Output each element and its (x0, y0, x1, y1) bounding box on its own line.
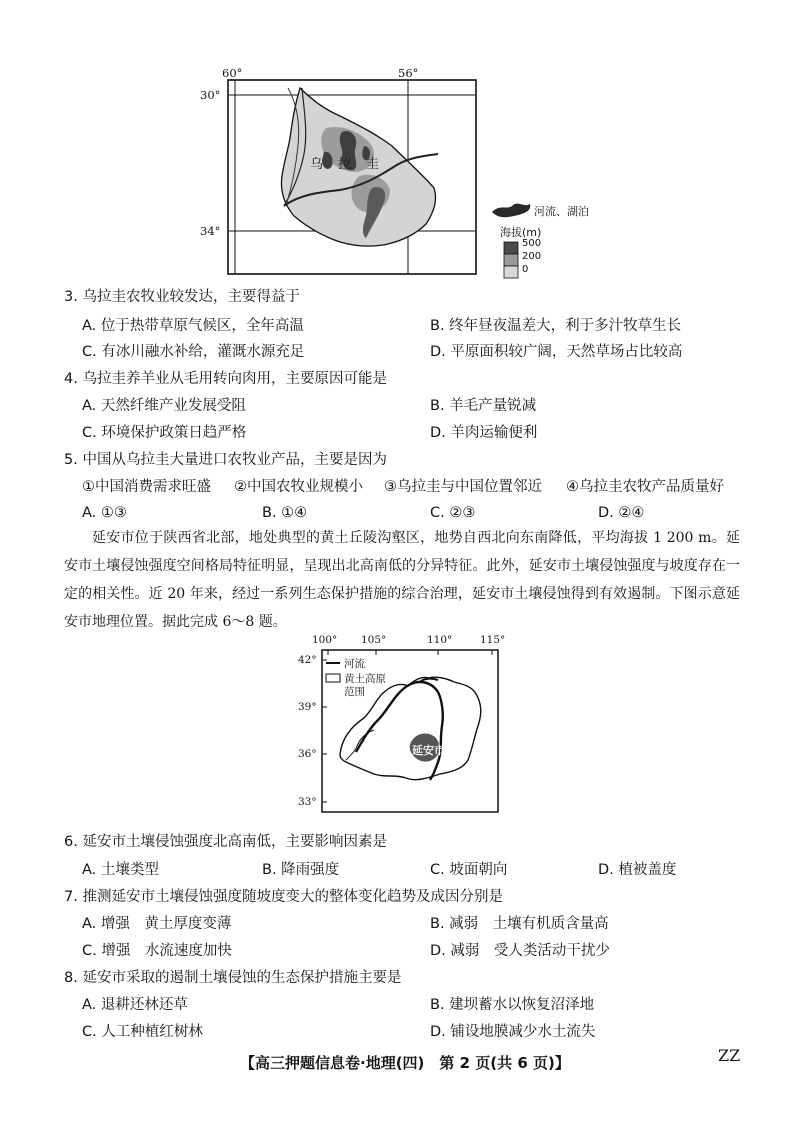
legend-plateau-label: 黄土高原 (344, 673, 386, 685)
question-7-option-a: A. 增强 黄土厚度变薄 (82, 916, 232, 932)
question-5-item-2: ②中国农牧业规模小 (234, 479, 363, 495)
question-6-option-a: A. 土壤类型 (82, 862, 159, 878)
country-label-char: 拉 (338, 157, 352, 172)
legend-plateau-symbol (326, 674, 340, 682)
legend-elev-200: 200 (522, 251, 542, 262)
question-3-option-a: A. 位于热带草原气候区，全年高温 (82, 318, 304, 334)
lon-label-56: 56° (398, 66, 419, 80)
legend-elev-mid (504, 254, 518, 266)
yanan-location-map-figure (296, 634, 516, 820)
legend-river-label: 河流、湖泊 (534, 205, 589, 218)
question-3-option-b: B. 终年昼夜温差大，利于多汁牧草生长 (430, 318, 682, 334)
question-8-option-c: C. 人工种植红树林 (82, 1024, 203, 1040)
legend-elev-low (504, 266, 518, 278)
lon-label-105: 105° (361, 634, 387, 646)
question-5-item-1: ①中国消费需求旺盛 (82, 479, 211, 495)
lat-label-34: 34° (200, 224, 221, 238)
country-label-char: 乌 (310, 157, 324, 172)
lon-label-115: 115° (480, 634, 506, 646)
lat-label-33: 33° (298, 796, 317, 808)
question-7-option-b: B. 减弱 土壤有机质含量高 (430, 916, 609, 932)
question-5-option-d: D. ②④ (598, 505, 645, 521)
legend-plateau-label-cont: 范围 (344, 686, 365, 698)
question-4-option-c: C. 环境保护政策日趋严格 (82, 425, 247, 441)
question-6-option-b: B. 降雨强度 (262, 862, 340, 878)
question-5-option-b: B. ①④ (262, 505, 308, 521)
question-5-item-4: ④乌拉圭农牧产品质量好 (566, 479, 724, 495)
legend-elev-high (504, 242, 518, 254)
question-4-option-d: D. 羊肉运输便利 (430, 425, 538, 441)
lat-label-39: 39° (298, 701, 317, 713)
question-5-item-3: ③乌拉圭与中国位置邻近 (384, 479, 542, 495)
legend-river-label: 河流 (344, 658, 365, 670)
question-4-option-b: B. 羊毛产量锐减 (430, 398, 537, 414)
lon-label-60: 60° (222, 66, 243, 80)
question-4-option-a: A. 天然纤维产业发展受阻 (82, 398, 246, 414)
question-8-option-d: D. 铺设地膜减少水土流失 (430, 1024, 596, 1040)
yanan-city-label: 延安市 (412, 744, 445, 757)
question-5-option-c: C. ②③ (430, 505, 476, 521)
question-3-option-d: D. 平原面积较广阔，天然草场占比较高 (430, 344, 683, 360)
question-5-option-a: A. ①③ (82, 505, 127, 521)
question-7-option-d: D. 减弱 受人类活动干扰少 (430, 943, 610, 959)
legend-elevation-title: 海拔(m) (500, 226, 542, 239)
question-5-stem: 5. 中国从乌拉圭大量进口农牧业产品，主要是因为 (64, 452, 387, 468)
question-6-option-d: D. 植被盖度 (598, 862, 677, 878)
lat-label-30: 30° (200, 88, 221, 102)
question-7-option-c: C. 增强 水流速度加快 (82, 943, 232, 959)
question-8-stem: 8. 延安市采取的遏制土壤侵蚀的生态保护措施主要是 (64, 970, 402, 986)
question-3-option-c: C. 有冰川融水补给，灌溉水源充足 (82, 344, 305, 360)
lat-label-36: 36° (298, 748, 317, 760)
page-footer: 【高三押题信息卷·地理(四) 第 2 页(共 6 页)】 (240, 1054, 570, 1072)
question-6-option-c: C. 坡面朝向 (430, 862, 508, 878)
legend-elev-500: 500 (522, 238, 542, 249)
country-label-char: 圭 (366, 157, 380, 172)
legend-elev-0: 0 (522, 264, 529, 275)
question-6-stem: 6. 延安市土壤侵蚀强度北高南低，主要影响因素是 (64, 834, 387, 850)
uruguay-map-figure (200, 66, 589, 280)
lat-label-42: 42° (298, 654, 317, 666)
question-8-option-a: A. 退耕还林还草 (82, 997, 188, 1013)
lon-label-100: 100° (312, 634, 338, 646)
lon-label-110: 110° (427, 634, 453, 646)
yanan-passage: 延安市位于陕西省北部，地处典型的黄土丘陵沟壑区，地势自西北向东南降低，平均海拔 1 200 m。延安市土壤侵蚀强度空间格局特征明显，呈现出北高南低的分异特征。此外，延安市土壤侵蚀强度与坡度存在一定的相关性。近 20 年来，经过一系列生态保护措施的综合治理，延安市土壤侵蚀得到有效遏制。下图示意延安市地理位置。据此完成 6～8 题。 (64, 530, 740, 630)
question-8-option-b: B. 建坝蓄水以恢复沼泽地 (430, 997, 595, 1013)
question-4-stem: 4. 乌拉圭养羊业从毛用转向肉用，主要原因可能是 (64, 371, 387, 387)
question-3-stem: 3. 乌拉圭农牧业较发达，主要得益于 (64, 289, 300, 305)
yanan-location-map (296, 634, 516, 820)
footer-code: ZZ (718, 1046, 741, 1065)
question-7-stem: 7. 推测延安市土壤侵蚀强度随坡度变大的整体变化趋势及成因分别是 (64, 889, 503, 905)
legend-river-symbol (492, 204, 530, 218)
